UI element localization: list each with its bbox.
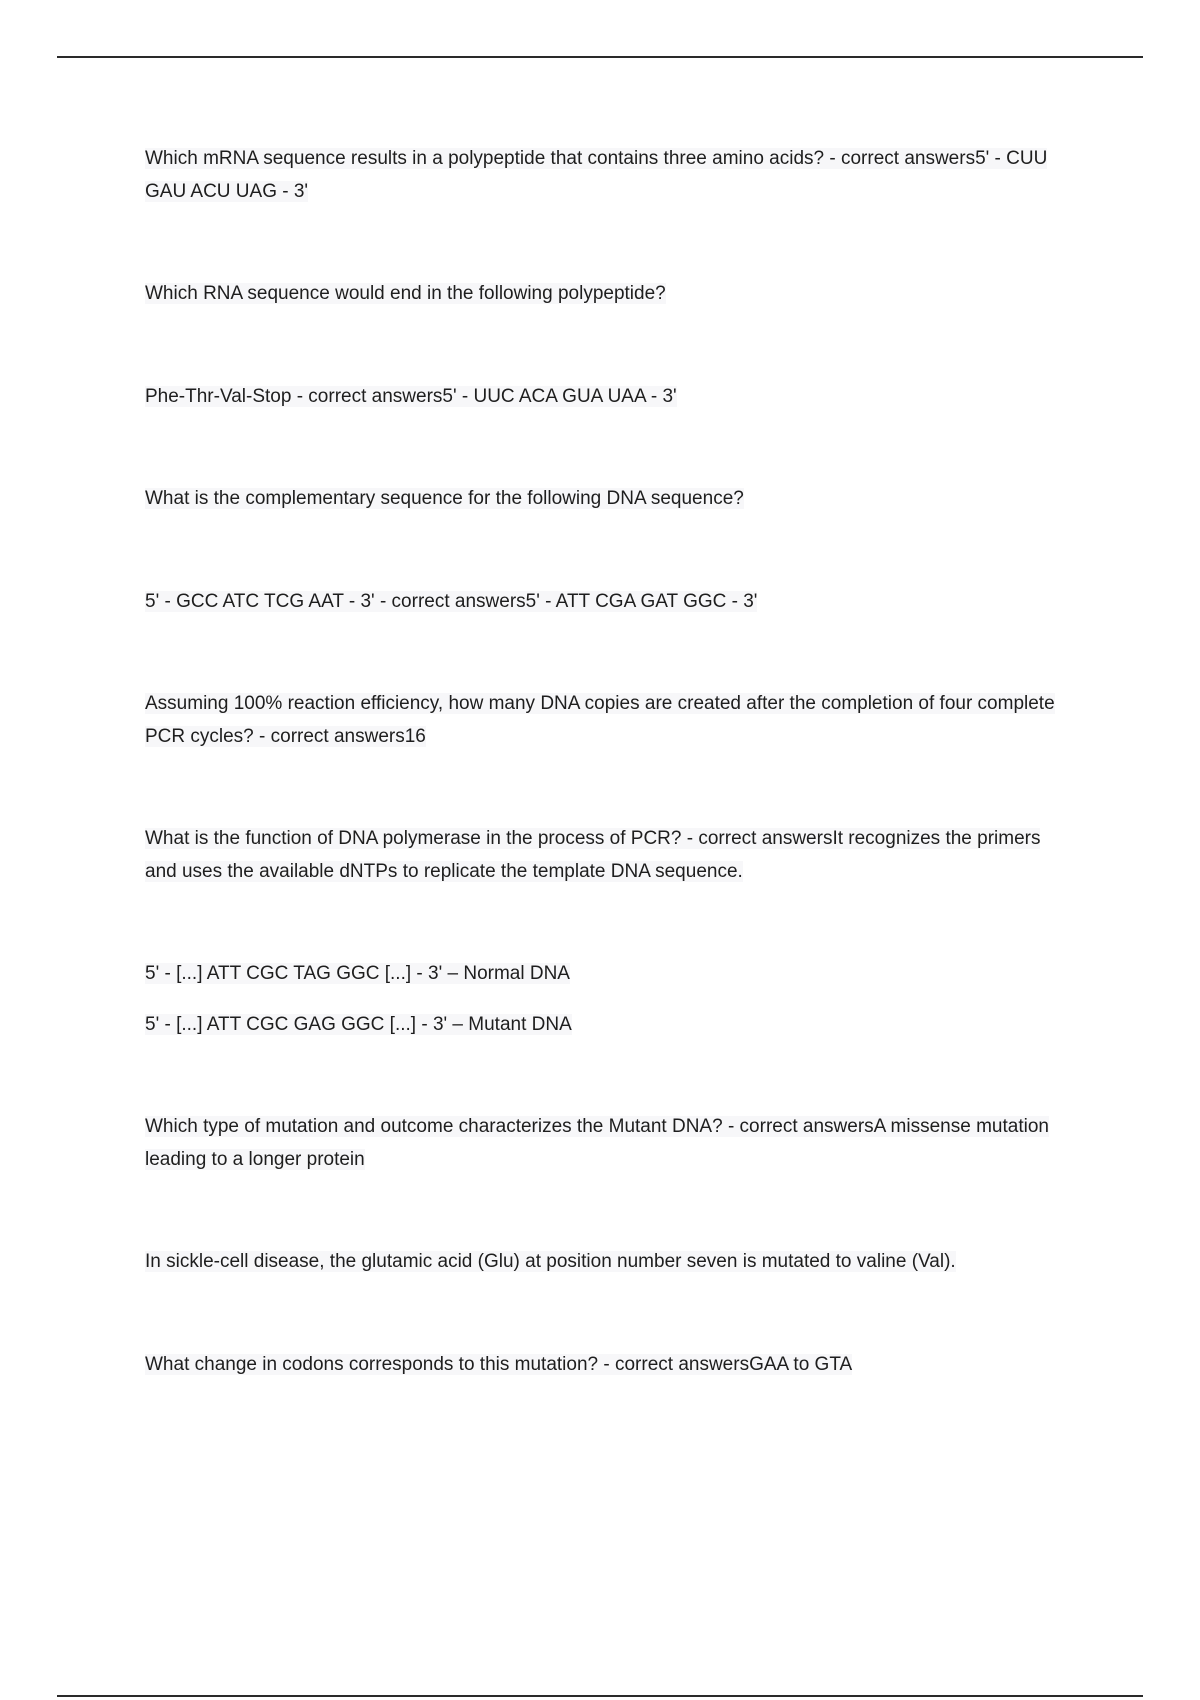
- question-mutation-type: Which type of mutation and outcome characterizes the Mutant DNA? - correct answersA missense mutation leading to a longer protein: [145, 1116, 1049, 1170]
- header-rule: [57, 56, 1143, 58]
- question-mrna-three-amino-acids: Which mRNA sequence results in a polypeptide that contains three amino acids? - correct answers5' - CUU GAU ACU UAG - 3': [145, 148, 1048, 202]
- question-dna-polymerase-function: What is the function of DNA polymerase in the process of PCR? - correct answersIt recognizes the primers and uses the available dNTPs to replicate the template DNA sequence.: [145, 828, 1041, 882]
- sequence-mutant-dna: 5' - [...] ATT CGC GAG GGC [...] - 3' – Mutant DNA: [145, 1013, 572, 1035]
- answer-complementary-sequence: 5' - GCC ATC TCG AAT - 3' - correct answers5' - ATT CGA GAT GGC - 3': [145, 590, 758, 612]
- question-rna-sequence-polypeptide: Which RNA sequence would end in the following polypeptide?: [145, 283, 666, 304]
- question-complementary-sequence: What is the complementary sequence for the following DNA sequence?: [145, 488, 744, 509]
- answer-phe-thr-val-stop: Phe-Thr-Val-Stop - correct answers5' - UUC ACA GUA UAA - 3': [145, 385, 677, 407]
- sequence-normal-dna: 5' - [...] ATT CGC TAG GGC [...] - 3' – Normal DNA: [145, 963, 570, 984]
- footer-rule: [57, 1695, 1143, 1697]
- question-codon-change: What change in codons corresponds to this mutation? - correct answersGAA to GTA: [145, 1353, 853, 1375]
- statement-sickle-cell: In sickle-cell disease, the glutamic acid (Glu) at position number seven is mutated to valine (Val).: [145, 1251, 956, 1272]
- document-body: [145, 143, 1065, 1451]
- question-pcr-copies: Assuming 100% reaction efficiency, how many DNA copies are created after the completion of four complete PCR cycles? - correct answers16: [145, 693, 1055, 747]
